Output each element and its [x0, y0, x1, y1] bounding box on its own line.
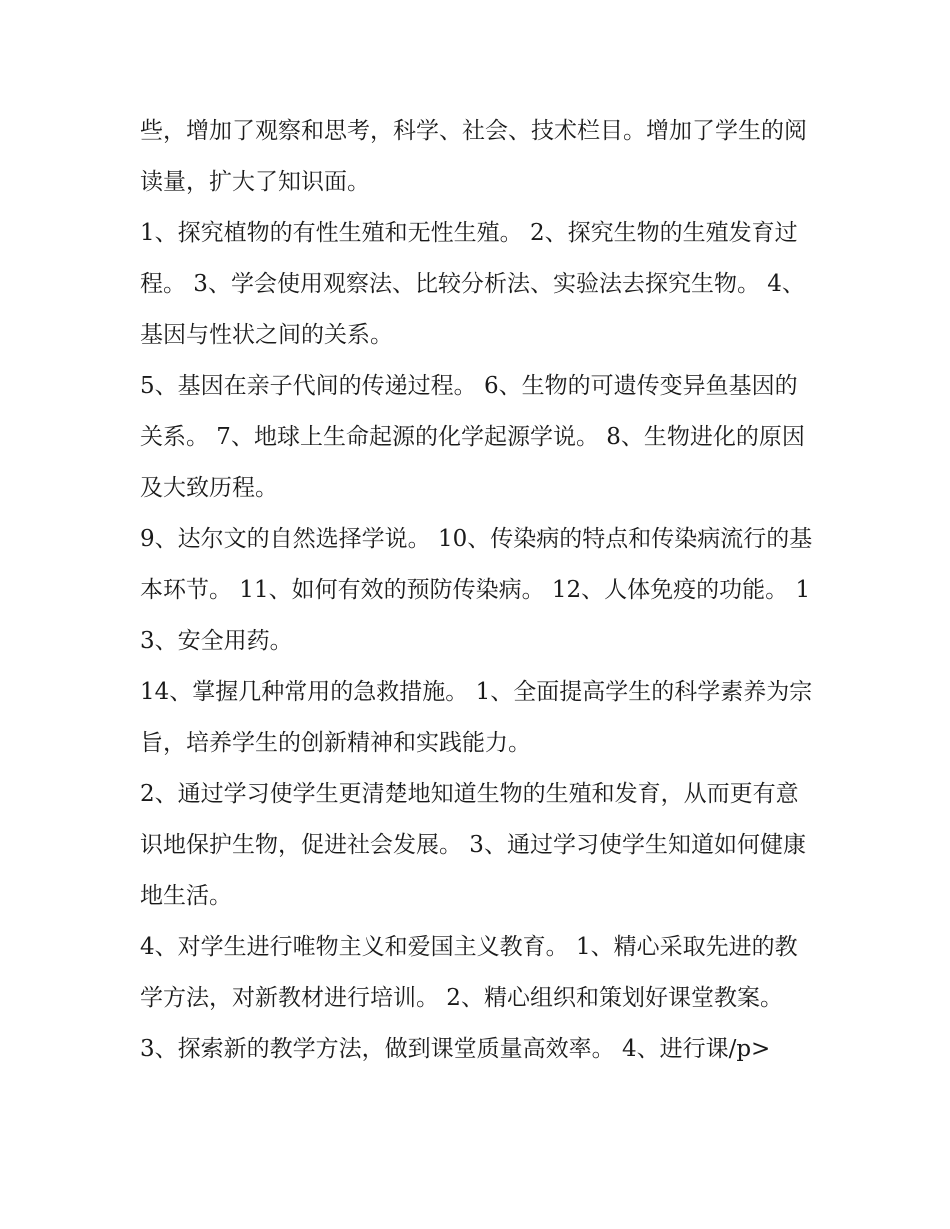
paragraph-6: 2、通过学习使学生更清楚地知道生物的生殖和发育，从而更有意识地保护生物，促进社会发展。 3、通过学习使学生知道如何健康地生活。 — [140, 781, 806, 909]
document-body — [140, 106, 816, 1075]
paragraph-4: 9、达尔文的自然选择学说。 10、传染病的特点和传染病流行的基本环节。 11、如何有效的预防传染病。 12、人体免疫的功能。 13、安全用药。 — [140, 526, 813, 654]
paragraph-5: 14、掌握几种常用的急救措施。 1、全面提高学生的科学素养为宗旨，培养学生的创新精神和实践能力。 — [140, 679, 813, 756]
paragraph-1: 些，增加了观察和思考，科学、社会、技术栏目。增加了学生的阅读量，扩大了知识面。 — [140, 118, 807, 195]
paragraph-3: 5、基因在亲子代间的传递过程。 6、生物的可遗传变异鱼基因的关系。 7、地球上生命起源的化学起源学说。 8、生物进化的原因及大致历程。 — [140, 373, 805, 501]
paragraph-7: 4、对学生进行唯物主义和爱国主义教育。 1、精心采取先进的教学方法，对新教材进行培训。 2、精心组织和策划好课堂教案。 — [140, 934, 798, 1011]
paragraph-2: 1、探究植物的有性生殖和无性生殖。 2、探究生物的生殖发育过程。 3、学会使用观察法、比较分析法、实验法去探究生物。 4、基因与性状之间的关系。 — [140, 220, 805, 348]
paragraph-8: 3、探索新的教学方法，做到课堂质量高效率。 4、进行课/p> — [140, 1036, 771, 1062]
